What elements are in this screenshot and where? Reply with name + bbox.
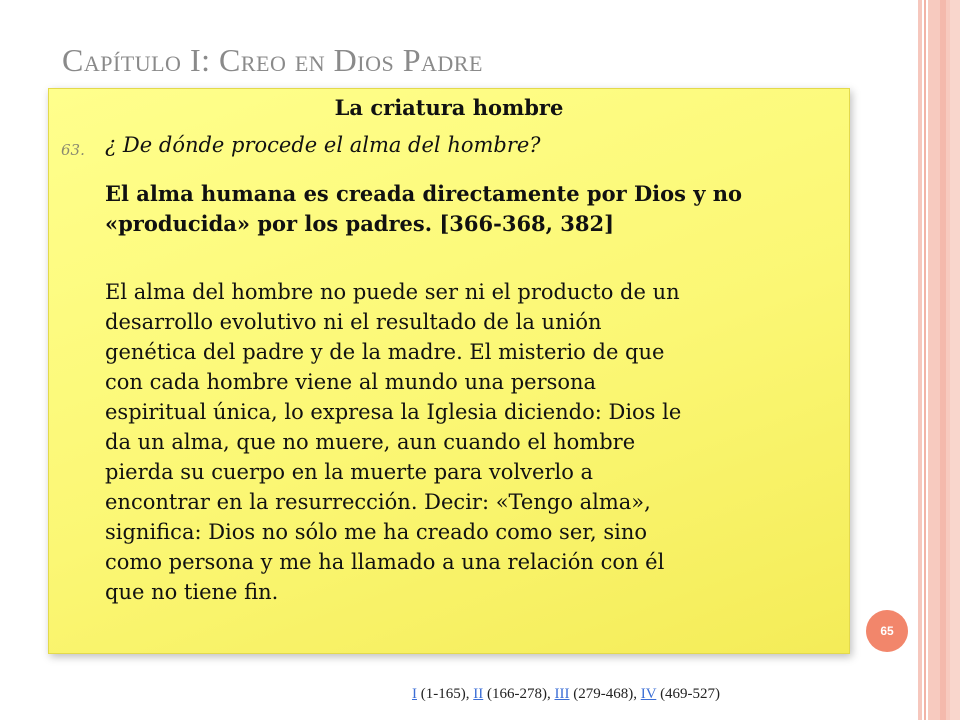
explanation-text: El alma del hombre no puede ser ni el producto de un desarrollo evolutivo ni el resultado de la unión genética del padre y de la madre. El misterio de que con cada hombre viene al mundo una persona espiritual única, lo expresa la Iglesia diciendo: Dios le da un alma, que no muere, aun cuando el hombre pierda su cuerpo en la muerte para volverlo a encontrar en la resurrección. Decir: «Tengo alma», significa: Dios no sólo me ha creado como ser, sino como persona y me ha llamado a una relación con él que no tiene fin. (105, 280, 682, 604)
section-link-iii[interactable]: III (554, 686, 570, 702)
content-card (48, 88, 850, 654)
page-number-badge: 65 (866, 610, 908, 652)
section-range: (166-278), (483, 686, 555, 702)
footer-section-links (412, 686, 720, 703)
section-link-i[interactable]: I (412, 686, 417, 702)
question-number: 63. (61, 141, 85, 159)
section-range: (1-165), (417, 686, 474, 702)
section-range: (469-527) (656, 686, 721, 702)
decorative-stripe (940, 0, 946, 720)
question-text: ¿ De dónde procede el alma del hombre? (105, 133, 541, 157)
card-heading: La criatura hombre (334, 95, 564, 120)
slide-title: Capítulo I: Creo en Dios Padre (62, 42, 483, 78)
answer-text: El alma humana es creada directamente por Dios y no «producida» por los padres. [366-368, 382] (105, 181, 743, 236)
decorative-stripe (924, 0, 926, 720)
section-range: (279-468), (569, 686, 641, 702)
section-link-ii[interactable]: II (473, 686, 484, 702)
decorative-stripe (918, 0, 922, 720)
section-link-iv[interactable]: IV (640, 686, 657, 702)
decorative-stripe (950, 0, 960, 720)
